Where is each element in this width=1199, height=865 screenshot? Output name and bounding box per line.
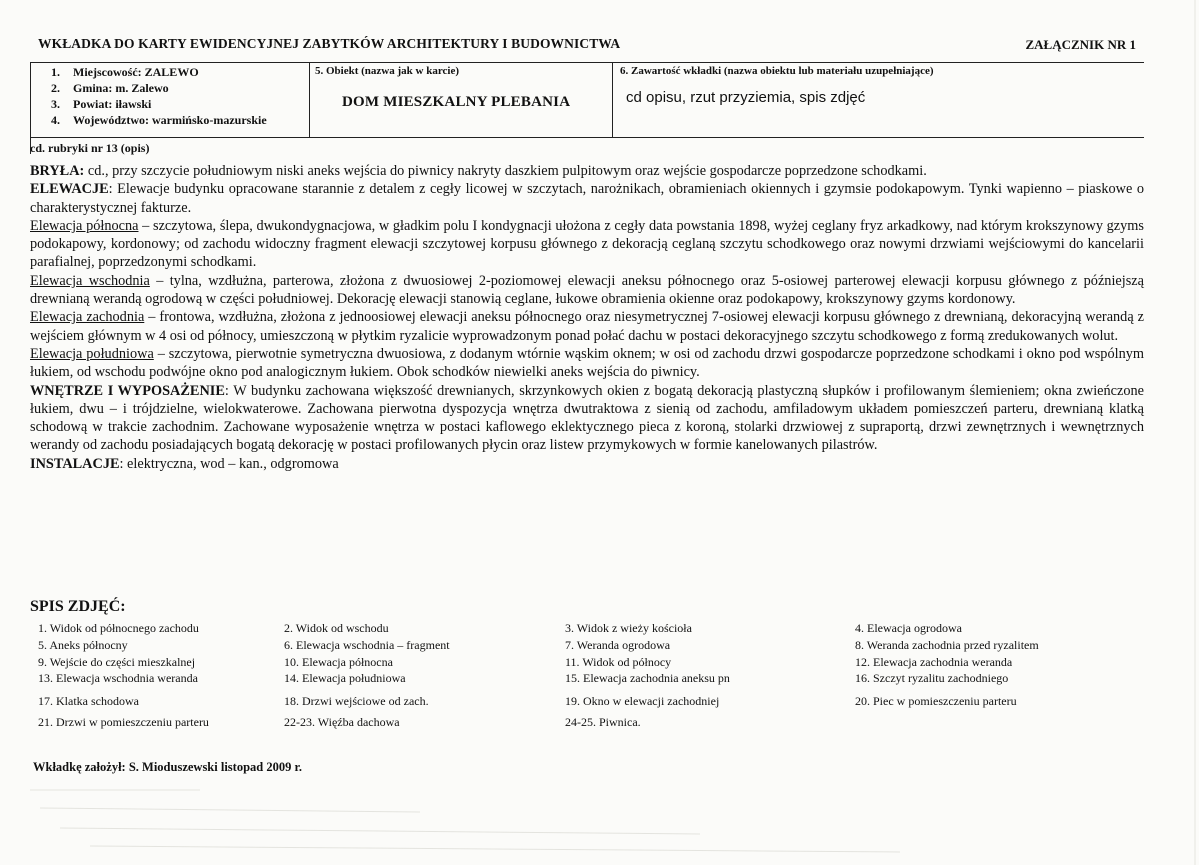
location-item: 1. Miejscowość: ZALEWO <box>51 65 199 79</box>
photo-item: 12. Elewacja zachodnia weranda <box>855 655 1013 669</box>
photo-item: 22-23. Więźba dachowa <box>284 715 400 729</box>
photo-item: 14. Elewacja południowa <box>284 671 406 685</box>
photo-item: 24-25. Piwnica. <box>565 715 641 729</box>
photo-item: 13. Elewacja wschodnia weranda <box>38 671 198 685</box>
bryla-paragraph: BRYŁA: cd., przy szczycie południowym niski aneks wejścia do piwnicy nakryty daszkiem pulpitowym oraz wejście gospodarcze poprzedzone schodkami. <box>30 163 927 179</box>
rubric-label: cd. rubryki nr 13 (opis) <box>30 141 150 155</box>
photo-item: 16. Szczyt ryzalitu zachodniego <box>855 671 1009 685</box>
photo-item: 9. Wejście do części mieszkalnej <box>38 655 196 669</box>
location-item: 3. Powiat: iławski <box>51 97 152 111</box>
south-elevation-paragraph: Elewacja południowa – szczytowa, pierwotnie symetryczna dwuosiowa, z dodanym wtórnie wąskim oknem; w osi od zachodu drzwi gospodarcze poprzedzone schodkami i okno pod wspólnym łukiem, od wschodu podwójne okno pod analogicznym łukiem. Obok schodków niewielki aneks wejścia do piwnicy. <box>30 345 1144 381</box>
west-elevation-paragraph: Elewacja zachodnia – frontowa, wzdłużna, złożona z jednoosiowej elewacji aneksu północnego oraz niesymetrycznej 7-osiowej elewacji korpusu głównego z drewnianą, dekoracyjną werandą z wejściem głównym w 4 osi od północy, umieszczoną w płytkim ryzalicie wyprowadzonym ponad połać dachu w postaci dekoracyjnego szczytu schodkowego z formą zredukowanych wolut. <box>30 309 1144 344</box>
east-elevation-paragraph: Elewacja wschodnia – tylna, wzdłużna, parterowa, złożona z dwuosiowej 2-poziomowej elewacji aneksu północnego oraz 5-osiowej parterowej elewacji korpusu głównego z późniejszą drewnianą werandą ogrodową w części południowej. Dekorację elewacji stanowią ceglane, łukowe obramienia okienne oraz podokapowy, krokszynowy gzyms kordonowy. <box>30 272 1144 308</box>
location-item: 4. Województwo: warmińsko-mazurskie <box>51 113 267 127</box>
annex-label: ZAŁĄCZNIK NR 1 <box>1025 37 1136 52</box>
photo-item: 21. Drzwi w pomieszczeniu parteru <box>38 715 209 729</box>
photo-item: 6. Elewacja wschodnia – fragment <box>284 638 450 652</box>
contents-heading: 6. Zawartość wkładki (nazwa obiektu lub materiału uzupełniające) <box>620 65 934 77</box>
photo-item: 8. Weranda zachodnia przed ryzalitem <box>855 638 1039 652</box>
installations-paragraph: INSTALACJE: elektryczna, wod – kan., odgromowa <box>30 455 339 472</box>
photos-title: SPIS ZDJĘĆ: <box>30 598 126 615</box>
photo-item: 20. Piec w pomieszczeniu parteru <box>855 694 1017 708</box>
photo-item: 5. Aneks północny <box>38 638 128 652</box>
interior-paragraph: WNĘTRZE I WYPOSAŻENIE: W budynku zachowana większość drewnianych, skrzynkowych okien z bogatą dekoracją plastyczną słupków i profilowanym ślemieniem; okna zwieńczone łukiem, dwu – i trójdzielne, wielokwaterowe. Zachowana pierwotna dyspozycja wnętrza dwutraktowa z sienią od zachodu, amfiladowym układem pomieszczeń parteru, drewnianą klatką schodową w trakcie zachodnim. Zachowane wyposażenie wnętrza w postaci kaflowego eklektycznego pieca z koroną, stolarki drzwiowej z supraportą, drzwi zewnętrznych i wewnętrznych werandy od zachodu posiadających bogatą dekorację w postaci profilowanych płycin oraz listew przymykowych w formie kanelowanych pilastrów. <box>30 382 1144 454</box>
object-name: DOM MIESZKALNY PLEBANIA <box>342 94 571 110</box>
elewacje-paragraph: ELEWACJE: Elewacje budynku opracowane starannie z detalem z cegły licowej w szczytach, narożnikach, obramieniach okiennych i gzymsie podokapowym. Tynki wapienno – piaskowe o charakterystycznej fakturze. <box>30 181 1144 216</box>
photo-item: 3. Widok z wieży kościoła <box>565 621 692 635</box>
photo-item: 11. Widok od północy <box>565 655 672 669</box>
photo-item: 19. Okno w elewacji zachodniej <box>565 694 720 708</box>
photo-item: 7. Weranda ogrodowa <box>565 638 671 652</box>
photo-item: 10. Elewacja północna <box>284 655 393 669</box>
photo-item: 18. Drzwi wejściowe od zach. <box>284 694 429 708</box>
photo-item: 15. Elewacja zachodnia aneksu pn <box>565 671 730 685</box>
photo-item: 17. Klatka schodowa <box>38 694 139 708</box>
document-title: WKŁADKA DO KARTY EWIDENCYJNEJ ZABYTKÓW ARCHITEKTURY I BUDOWNICTWA <box>38 36 621 51</box>
author-footer: Wkładkę założył: S. Mioduszewski listopad 2009 r. <box>33 760 303 774</box>
photo-item: 1. Widok od północnego zachodu <box>38 621 199 635</box>
north-elevation-paragraph: Elewacja północna – szczytowa, ślepa, dwukondygnacjowa, w gładkim polu I kondygnacji ułożona z cegły data powstania 1898, wyżej ceglany fryz arkadkowy, nad którym krokszynowy gzyms podokapowy, kordonowy; od zachodu widoczny fragment elewacji szczytowej korpusu głównego z dekoracją ceglaną szczytu schodkowego oraz nowymi drzwiami wejściowymi do kancelarii parafialnej, poprzedzonymi schodkami. <box>30 217 1144 271</box>
contents-value: cd opisu, rzut przyziemia, spis zdjęć <box>626 89 866 106</box>
photo-item: 2. Widok od wschodu <box>284 621 389 635</box>
photo-item: 4. Elewacja ogrodowa <box>855 621 962 635</box>
location-item: 2. Gmina: m. Zalewo <box>51 81 169 95</box>
object-heading: 5. Obiekt (nazwa jak w karcie) <box>315 65 460 77</box>
